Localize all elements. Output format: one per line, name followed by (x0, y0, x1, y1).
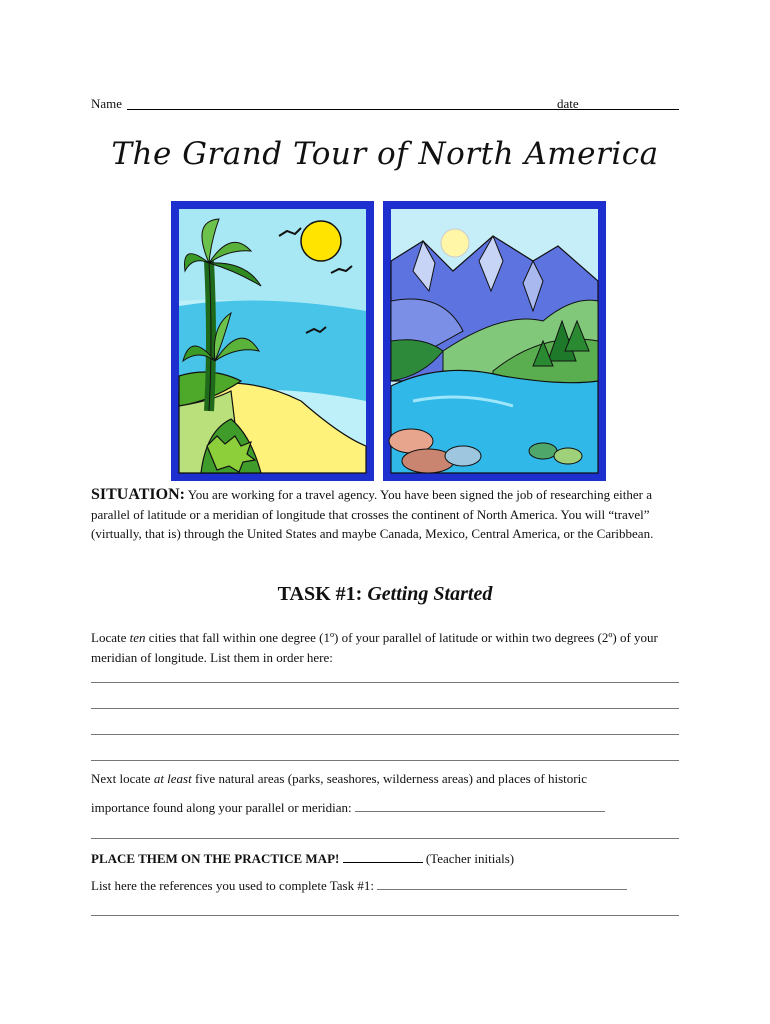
answer-line-6[interactable] (91, 915, 679, 916)
natural-text-post: five natural areas (parks, seashores, wilderness areas) and places of historic (191, 771, 587, 786)
tropical-beach-illustration (171, 201, 374, 481)
page-title: The Grand Tour of North America (111, 136, 659, 172)
situation-label: SITUATION: (91, 486, 185, 503)
locate-text-post: cities that fall within one degree (1º) of your parallel of latitude or within two degrees (2º) of your meridian of longitude. List them in order here: (91, 630, 658, 665)
references-label: List here the references you used to complete Task #1: (91, 878, 378, 893)
situation-paragraph (91, 485, 681, 544)
answer-line-4[interactable] (91, 760, 679, 761)
references-field[interactable] (377, 877, 627, 890)
answer-line-5[interactable] (91, 838, 679, 839)
situation-text: You are working for a travel agency. You have been signed the job of researching either a parallel of latitude or a meridian of longitude that crosses the continent of North America. You will “travel” (virtually, that is) through the United States and maybe Canada, Mexico, Central America, or the Caribbean. (91, 487, 654, 541)
task-heading (0, 583, 770, 606)
place-on-map-row (91, 850, 514, 867)
locate-text-pre: Locate (91, 630, 130, 645)
name-label: Name (91, 96, 123, 111)
locate-emphasis: ten (129, 630, 146, 645)
task-name: Getting Started (367, 583, 493, 605)
natural-areas-line2 (91, 799, 605, 816)
references-row (91, 877, 627, 894)
task-number: TASK #1: (277, 583, 368, 605)
answer-line-1[interactable] (91, 682, 679, 683)
natural-areas-text (91, 771, 587, 787)
natural-answer-field[interactable] (355, 799, 605, 812)
natural-text-pre: Next locate (91, 771, 154, 786)
place-on-map-instruction: PLACE THEM ON THE PRACTICE MAP! (91, 851, 343, 866)
mountain-lake-illustration (383, 201, 606, 481)
date-label: date (557, 96, 579, 111)
natural-emphasis: at least (153, 771, 192, 786)
answer-line-3[interactable] (91, 734, 679, 735)
locate-paragraph (91, 628, 681, 667)
natural-text-line2: importance found along your parallel or meridian: (91, 800, 355, 815)
name-date-row (91, 96, 679, 112)
teacher-initials-label: (Teacher initials) (425, 851, 515, 866)
date-field[interactable] (585, 96, 679, 110)
answer-line-2[interactable] (91, 708, 679, 709)
teacher-initials-field[interactable] (343, 850, 423, 863)
